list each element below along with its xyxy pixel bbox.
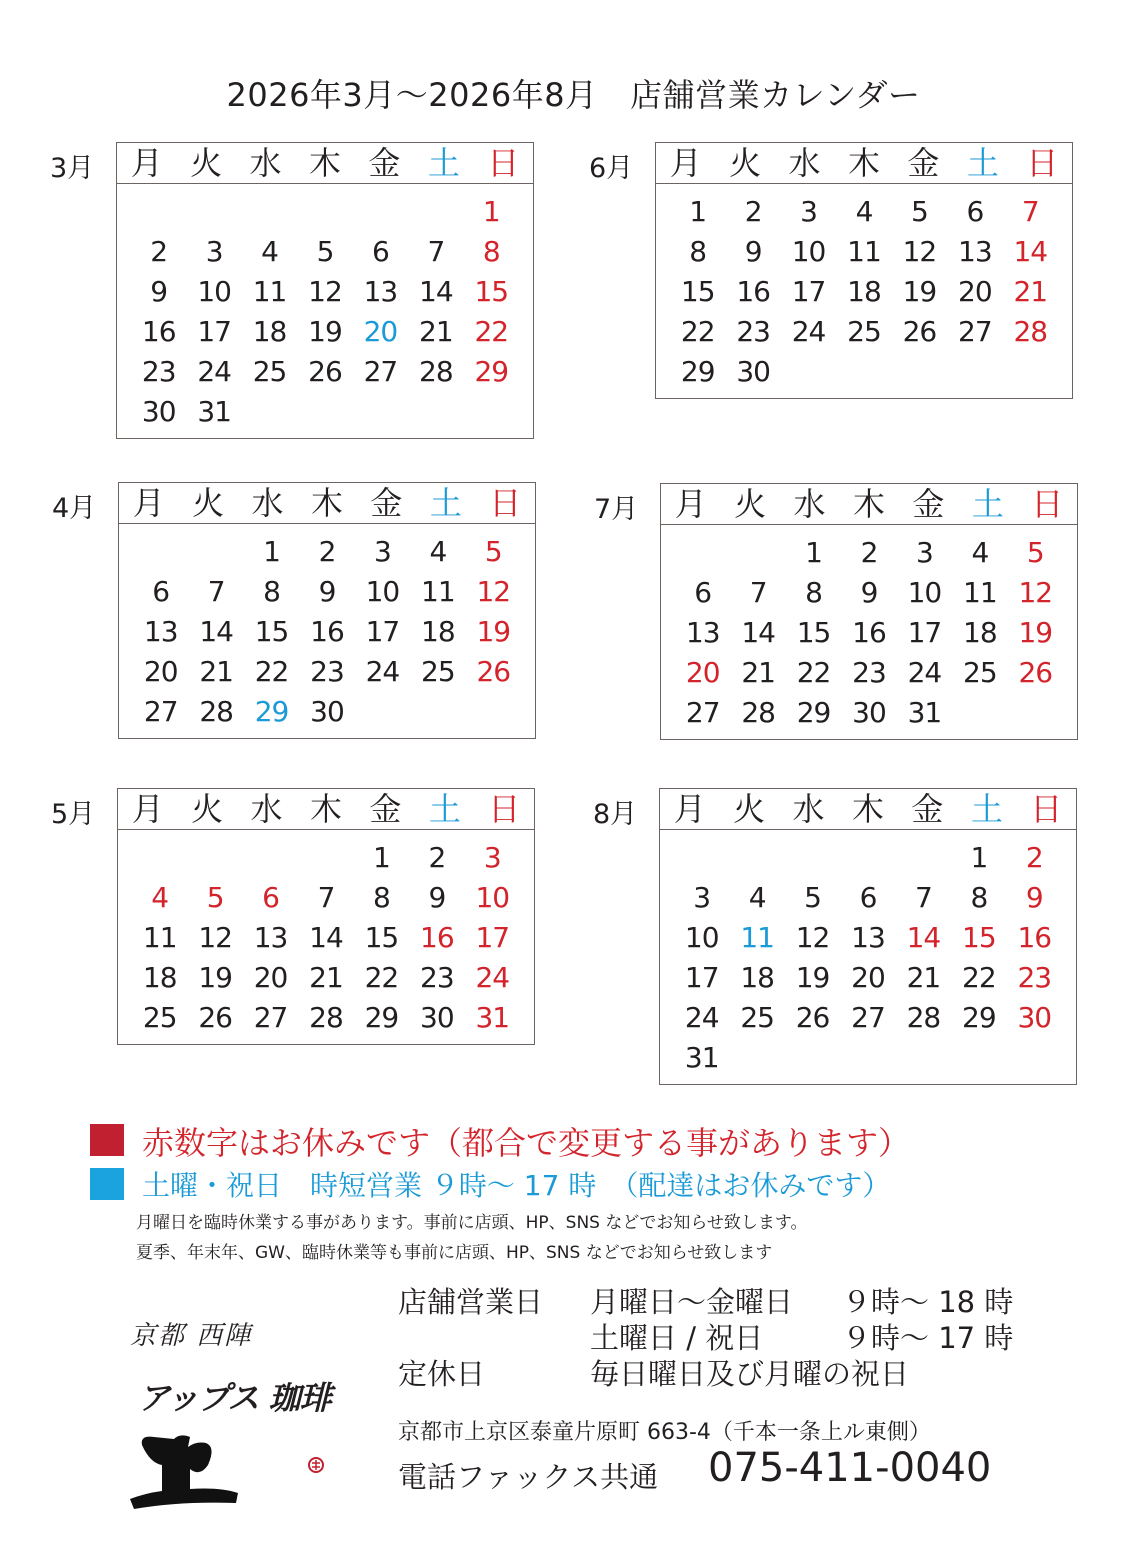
- day-cell: 25: [740, 1001, 774, 1034]
- day-cell: 31: [197, 395, 231, 428]
- month-label: 3月: [50, 153, 95, 184]
- weekday-label: 土: [429, 484, 462, 522]
- day-cell: 21: [1013, 275, 1048, 308]
- day-cell: 7: [1021, 195, 1039, 228]
- day-cell: 29: [796, 696, 831, 729]
- day-cell: 23: [141, 355, 176, 388]
- day-cell: 19: [476, 615, 511, 648]
- day-cell: 3: [483, 841, 501, 874]
- weekend-days: 土曜日 / 祝日: [590, 1321, 764, 1355]
- day-cell: 13: [851, 921, 885, 954]
- day-cell: 2: [428, 841, 446, 874]
- day-cell: 14: [199, 615, 233, 648]
- day-cell: 13: [253, 921, 288, 954]
- day-cell: 23: [852, 656, 886, 689]
- month-label: 6月: [589, 153, 634, 184]
- day-grid: [661, 525, 1077, 739]
- day-cell: 28: [741, 696, 775, 729]
- empty-cell: [186, 192, 241, 232]
- day-cell: 13: [143, 615, 178, 648]
- day-cell: 20: [851, 961, 885, 994]
- day-cell: 2: [860, 536, 878, 569]
- blue-square-icon: [90, 1168, 124, 1200]
- day-cell: 4: [261, 235, 278, 268]
- weekday-label: 金: [907, 144, 940, 182]
- empty-cell: [408, 192, 463, 232]
- day-cell: 20: [958, 275, 992, 308]
- day-cell: 17: [365, 615, 400, 648]
- day-cell: 9: [744, 235, 762, 268]
- day-cell: 22: [796, 656, 831, 689]
- day-cell: 15: [962, 921, 996, 954]
- empty-cell: [243, 838, 298, 878]
- day-cell: 27: [363, 355, 398, 388]
- day-cell: 15: [474, 275, 509, 308]
- weekday-label: 水: [249, 144, 282, 182]
- day-cell: 19: [1018, 616, 1053, 649]
- empty-cell: [132, 838, 187, 878]
- day-cell: 10: [684, 921, 719, 954]
- day-cell: 21: [309, 961, 343, 994]
- weekday-label: 木: [309, 790, 342, 828]
- day-cell: 9: [1025, 881, 1043, 914]
- day-cell: 29: [680, 355, 715, 388]
- day-cell: 10: [791, 235, 826, 268]
- day-cell: 3: [916, 536, 933, 569]
- day-cell: 7: [749, 576, 767, 609]
- day-cell: 27: [851, 1001, 885, 1034]
- day-cell: 22: [364, 961, 399, 994]
- day-cell: 25: [963, 656, 997, 689]
- day-cell: 29: [962, 1001, 996, 1034]
- day-cell: 27: [253, 1001, 288, 1034]
- day-cell: 5: [1026, 536, 1044, 569]
- day-cell: 6: [152, 575, 170, 608]
- weekday-label: 木: [852, 485, 885, 523]
- day-cell: 16: [1017, 921, 1052, 954]
- calendar-box: [116, 142, 534, 439]
- weekday-label: 日: [487, 144, 520, 182]
- day-cell: 27: [958, 315, 992, 348]
- day-cell: 8: [970, 881, 988, 914]
- day-cell: 1: [482, 195, 500, 228]
- empty-cell: [131, 192, 186, 232]
- day-cell: 6: [966, 195, 984, 228]
- day-cell: 18: [847, 275, 881, 308]
- day-cell: 30: [141, 395, 176, 428]
- day-cell: 12: [1018, 576, 1053, 609]
- calendar-box: [117, 788, 535, 1045]
- empty-cell: [297, 192, 352, 232]
- day-cell: 9: [428, 881, 446, 914]
- weekday-label: 木: [851, 790, 884, 828]
- day-cell: 7: [207, 575, 225, 608]
- day-cell: 13: [685, 616, 720, 649]
- day-cell: 8: [482, 235, 500, 268]
- shop-logo: [120, 1315, 390, 1515]
- day-cell: 7: [915, 881, 932, 914]
- day-cell: 16: [420, 921, 454, 954]
- day-cell: 6: [694, 576, 712, 609]
- empty-cell: [729, 838, 784, 878]
- calendar-box: [660, 483, 1078, 740]
- weekday-label: 金: [369, 790, 402, 828]
- weekday-header: [119, 483, 535, 524]
- day-cell: 14: [741, 616, 775, 649]
- weekday-label: 月: [132, 484, 165, 522]
- calendar-box: [659, 788, 1077, 1085]
- day-cell: 11: [421, 575, 455, 608]
- day-cell: 26: [308, 355, 342, 388]
- day-cell: 23: [736, 315, 770, 348]
- day-cell: 4: [855, 195, 873, 228]
- weekday-label: 水: [250, 790, 283, 828]
- day-cell: 22: [254, 655, 289, 688]
- day-cell: 18: [740, 961, 774, 994]
- day-cell: 31: [684, 1041, 719, 1074]
- day-cell: 24: [684, 1001, 719, 1034]
- day-cell: 18: [252, 315, 287, 348]
- day-cell: 9: [860, 576, 878, 609]
- day-cell: 15: [680, 275, 715, 308]
- day-cell: 18: [421, 615, 455, 648]
- day-cell: 26: [476, 655, 511, 688]
- day-cell: 17: [475, 921, 510, 954]
- weekday-label: 月: [130, 144, 163, 182]
- day-cell: 20: [685, 656, 720, 689]
- day-cell: 25: [142, 1001, 177, 1034]
- day-cell: 27: [685, 696, 720, 729]
- day-cell: 19: [198, 961, 232, 994]
- weekday-label: 火: [729, 144, 762, 182]
- weekday-label: 金: [368, 144, 401, 182]
- weekday-label: 木: [310, 484, 343, 522]
- day-cell: 22: [962, 961, 996, 994]
- red-square-icon: [90, 1124, 124, 1156]
- weekday-label: 水: [792, 790, 825, 828]
- day-cell: 28: [419, 355, 453, 388]
- day-cell: 4: [971, 536, 989, 569]
- weekday-label: 土: [971, 485, 1004, 523]
- day-cell: 31: [907, 696, 942, 729]
- day-cell: 12: [198, 921, 232, 954]
- day-cell: 13: [363, 275, 398, 308]
- day-cell: 10: [365, 575, 400, 608]
- day-cell: 3: [374, 535, 391, 568]
- day-cell: 14: [1013, 235, 1048, 268]
- weekday-label: 水: [793, 485, 826, 523]
- empty-cell: [298, 838, 353, 878]
- day-cell: 6: [859, 881, 877, 914]
- day-cell: 26: [902, 315, 937, 348]
- day-cell: 9: [150, 275, 168, 308]
- logo-line-1: 京都 西陣: [130, 1321, 253, 1351]
- day-cell: 12: [476, 575, 511, 608]
- weekday-header: [656, 143, 1072, 184]
- day-cell: 5: [316, 235, 334, 268]
- day-cell: 14: [309, 921, 343, 954]
- weekday-label: 土: [427, 144, 460, 182]
- day-cell: 11: [142, 921, 177, 954]
- day-cell: 14: [906, 921, 941, 954]
- empty-cell: [785, 838, 840, 878]
- day-cell: 1: [805, 536, 822, 569]
- address: 京都市上京区泰童片原町 663-4（千本一条上ル東側）: [398, 1420, 931, 1445]
- day-cell: 11: [963, 576, 997, 609]
- day-cell: 23: [1017, 961, 1052, 994]
- day-cell: 29: [364, 1001, 399, 1034]
- day-cell: 29: [254, 695, 289, 728]
- day-cell: 3: [800, 195, 817, 228]
- month-label: 5月: [51, 799, 96, 830]
- weekday-header: [117, 143, 533, 184]
- day-cell: 17: [907, 616, 942, 649]
- weekday-label: 日: [489, 484, 522, 522]
- day-cell: 21: [199, 655, 233, 688]
- day-cell: 21: [419, 315, 453, 348]
- day-cell: 16: [141, 315, 176, 348]
- day-cell: 25: [421, 655, 455, 688]
- day-cell: 30: [420, 1001, 454, 1034]
- day-cell: 17: [197, 315, 231, 348]
- empty-cell: [187, 838, 242, 878]
- day-cell: 5: [804, 881, 821, 914]
- day-grid: [118, 830, 534, 1044]
- day-cell: 22: [474, 315, 509, 348]
- day-cell: 1: [970, 841, 988, 874]
- day-cell: 8: [263, 575, 280, 608]
- day-cell: 6: [262, 881, 279, 914]
- weekday-label: 金: [370, 484, 403, 522]
- day-cell: 22: [680, 315, 715, 348]
- day-cell: 20: [143, 655, 178, 688]
- day-cell: 26: [795, 1001, 830, 1034]
- day-cell: 19: [902, 275, 937, 308]
- day-cell: 13: [958, 235, 992, 268]
- day-cell: 30: [310, 695, 344, 728]
- legend-blue-text: 土曜・祝日 時短営業 ９時～ 17 時 （配達はお休みです）: [142, 1169, 891, 1202]
- day-cell: 24: [197, 355, 231, 388]
- month-label: 8月: [593, 799, 638, 830]
- weekday-label: 火: [192, 484, 225, 522]
- empty-cell: [674, 838, 729, 878]
- day-cell: 28: [309, 1001, 343, 1034]
- day-cell: 2: [1025, 841, 1043, 874]
- weekday-label: 木: [847, 144, 880, 182]
- day-cell: 10: [475, 881, 510, 914]
- day-cell: 11: [740, 921, 774, 954]
- day-cell: 8: [373, 881, 390, 914]
- weekday-label: 土: [428, 790, 461, 828]
- day-grid: [119, 524, 535, 738]
- day-cell: 19: [308, 315, 342, 348]
- day-cell: 16: [852, 616, 886, 649]
- day-cell: 1: [263, 535, 280, 568]
- day-cell: 4: [151, 881, 169, 914]
- day-grid: [656, 184, 1072, 398]
- weekday-label: 月: [673, 790, 706, 828]
- weekday-header: [660, 789, 1076, 830]
- day-cell: 21: [906, 961, 941, 994]
- day-cell: 24: [907, 656, 942, 689]
- empty-cell: [730, 533, 785, 573]
- day-cell: 3: [205, 235, 223, 268]
- weekday-label: 火: [733, 790, 766, 828]
- weekday-label: 土: [966, 144, 999, 182]
- weekday-days: 月曜日～金曜日: [590, 1285, 794, 1319]
- day-cell: 12: [308, 275, 342, 308]
- day-cell: 20: [363, 315, 398, 348]
- empty-cell: [353, 192, 408, 232]
- day-cell: 1: [373, 841, 390, 874]
- day-cell: 24: [791, 315, 826, 348]
- day-cell: 7: [317, 881, 335, 914]
- page-title: 2026年3月～2026年8月 店舗営業カレンダー: [226, 76, 921, 114]
- day-cell: 28: [1013, 315, 1048, 348]
- day-cell: 5: [911, 195, 928, 228]
- day-cell: 3: [693, 881, 711, 914]
- phone-label: 電話ファックス共通: [398, 1460, 659, 1494]
- day-cell: 15: [254, 615, 289, 648]
- weekday-label: 水: [251, 484, 284, 522]
- day-cell: 4: [748, 881, 766, 914]
- weekday-header: [118, 789, 534, 830]
- weekday-label: 火: [191, 790, 224, 828]
- empty-cell: [675, 533, 730, 573]
- weekday-label: 土: [970, 790, 1003, 828]
- day-cell: 28: [906, 1001, 941, 1034]
- day-cell: 25: [847, 315, 881, 348]
- note-monday: 月曜日を臨時休業する事があります。事前に店頭、HP、SNS などでお知らせ致します。: [136, 1213, 808, 1233]
- empty-cell: [896, 838, 951, 878]
- day-cell: 14: [419, 275, 453, 308]
- calendar-box: [655, 142, 1073, 399]
- month-label: 4月: [52, 493, 97, 524]
- weekday-label: 日: [488, 790, 521, 828]
- calendar-box: [118, 482, 536, 739]
- day-cell: 31: [475, 1001, 510, 1034]
- day-cell: 27: [143, 695, 178, 728]
- day-cell: 30: [736, 355, 770, 388]
- weekday-label: 水: [788, 144, 821, 182]
- day-cell: 24: [365, 655, 400, 688]
- day-cell: 16: [736, 275, 770, 308]
- day-cell: 2: [318, 535, 336, 568]
- day-cell: 12: [795, 921, 830, 954]
- day-cell: 8: [805, 576, 822, 609]
- day-cell: 30: [1017, 1001, 1052, 1034]
- weekday-label: 金: [911, 790, 944, 828]
- weekend-hours: ９時～ 17 時: [842, 1321, 1014, 1355]
- day-cell: 23: [310, 655, 344, 688]
- closed-value: 毎日曜日及び月曜の祝日: [590, 1357, 910, 1391]
- day-grid: [660, 830, 1076, 1084]
- empty-cell: [188, 532, 243, 572]
- day-cell: 11: [847, 235, 881, 268]
- day-cell: 4: [429, 535, 447, 568]
- weekday-label: 木: [308, 144, 341, 182]
- weekday-label: 日: [1030, 790, 1063, 828]
- day-cell: 20: [253, 961, 288, 994]
- logo-line-2: アップス 珈琲: [138, 1379, 331, 1417]
- day-cell: 7: [427, 235, 445, 268]
- empty-cell: [840, 838, 895, 878]
- day-cell: 30: [852, 696, 886, 729]
- day-cell: 17: [684, 961, 719, 994]
- day-cell: 2: [150, 235, 168, 268]
- day-cell: 18: [963, 616, 997, 649]
- day-cell: 9: [318, 575, 336, 608]
- day-cell: 15: [796, 616, 831, 649]
- legend-red-text: 赤数字はお休みです（都合で変更する事があります）: [142, 1124, 911, 1162]
- day-cell: 12: [902, 235, 937, 268]
- closed-label: 定休日: [398, 1357, 486, 1391]
- weekday-label: 火: [734, 485, 767, 523]
- logo-mark-icon: [120, 1425, 390, 1515]
- weekday-hours: ９時～ 18 時: [842, 1285, 1014, 1319]
- day-cell: 23: [420, 961, 454, 994]
- empty-cell: [242, 192, 297, 232]
- day-cell: 26: [1018, 656, 1053, 689]
- day-cell: 18: [142, 961, 177, 994]
- day-cell: 24: [475, 961, 510, 994]
- day-cell: 10: [197, 275, 231, 308]
- day-cell: 5: [484, 535, 502, 568]
- weekday-label: 日: [1026, 144, 1059, 182]
- day-cell: 21: [741, 656, 775, 689]
- weekday-label: 月: [131, 790, 164, 828]
- day-cell: 25: [252, 355, 287, 388]
- day-cell: 26: [198, 1001, 232, 1034]
- weekday-label: 月: [674, 485, 707, 523]
- day-cell: 11: [252, 275, 287, 308]
- day-cell: 2: [744, 195, 762, 228]
- empty-cell: [133, 532, 188, 572]
- note-holidays: 夏季、年末年、GW、臨時休業等も事前に店頭、HP、SNS などでお知らせ致します: [136, 1243, 773, 1263]
- day-grid: [117, 184, 533, 438]
- weekday-label: 金: [912, 485, 945, 523]
- hours-label: 店舗営業日: [398, 1285, 544, 1319]
- day-cell: 1: [689, 195, 707, 228]
- weekday-label: 月: [669, 144, 702, 182]
- day-cell: 15: [364, 921, 399, 954]
- month-label: 7月: [594, 494, 639, 525]
- day-cell: 10: [907, 576, 942, 609]
- day-cell: 5: [206, 881, 224, 914]
- day-cell: 6: [372, 235, 389, 268]
- day-cell: 28: [199, 695, 233, 728]
- day-cell: 29: [474, 355, 509, 388]
- day-cell: 16: [310, 615, 344, 648]
- weekday-label: 日: [1031, 485, 1064, 523]
- day-cell: 8: [689, 235, 707, 268]
- day-cell: 17: [791, 275, 826, 308]
- weekday-label: 火: [190, 144, 223, 182]
- day-cell: 19: [795, 961, 830, 994]
- phone-number: 075-411-0040: [708, 1445, 992, 1491]
- weekday-header: [661, 484, 1077, 525]
